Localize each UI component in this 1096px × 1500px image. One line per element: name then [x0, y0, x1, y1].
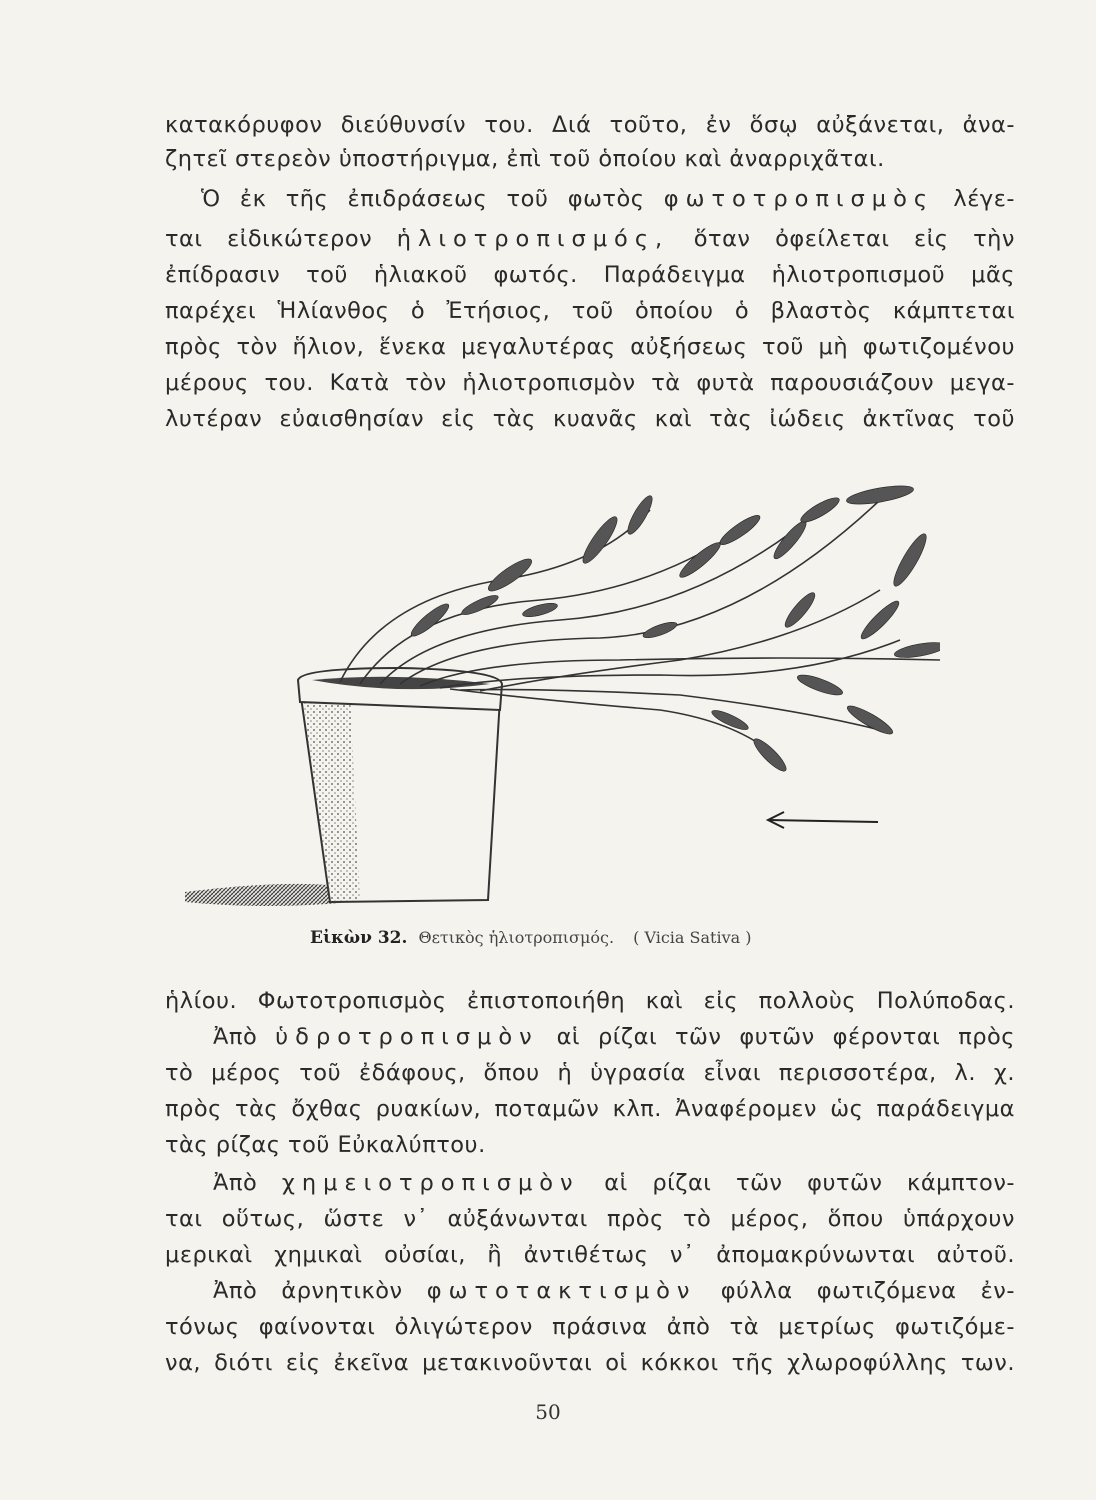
text-line: μέρους του. Κατὰ τὸν ἡλιοτροπισμὸν τὰ φυτὰ παρουσιάζουν μεγα-: [165, 370, 1015, 396]
text-span: φύλλα φωτιζόμενα ἐν-: [696, 1278, 1015, 1304]
text-span: αἱ ρίζαι τῶν φυτῶν φέρονται πρὸς: [538, 1024, 1016, 1050]
text-span: ται εἰδικώτερον: [165, 226, 397, 252]
text-span: αἱ ρίζαι τῶν φυτῶν κάμπτον-: [579, 1170, 1016, 1196]
text-line: [165, 1278, 1015, 1304]
term-chemotropism: χημειοτροπισμὸν: [281, 1170, 580, 1196]
figure-heliotropism: [180, 470, 940, 920]
text-line: παρέχει Ἡλίανθος ὁ Ἐτήσιος, τοῦ ὁποίου ὁ βλαστὸς κάμπτεται: [165, 298, 1015, 324]
text-line: λυτέραν εὐαισθησίαν εἰς τὰς κυανᾶς καὶ τὰς ἰώδεις ἀκτῖνας τοῦ: [165, 406, 1015, 432]
text-line: ζητεῖ στερεὸν ὑποστήριγμα, ἐπὶ τοῦ ὁποίου καὶ ἀναρριχᾶται.: [165, 146, 885, 172]
term-phototaxis: φωτοτακτισμὸν: [426, 1278, 697, 1304]
term-heliotropism: ἡλιοτροπισμός,: [396, 226, 670, 252]
figure-caption: [310, 928, 910, 948]
text-line: ται οὕτως, ὥστε ν᾿ αὐξάνωνται πρὸς τὸ μέρος, ὅπου ὑπάρχουν: [165, 1206, 1015, 1232]
pot-shadow: [185, 884, 350, 906]
text-span: Ὁ ἐκ τῆς ἐπιδράσεως τοῦ φωτὸς: [201, 186, 664, 212]
text-line: πρὸς τὸν ἥλιον, ἕνεκα μεγαλυτέρας αὐξήσεως τοῦ μὴ φωτιζομένου: [165, 334, 1015, 360]
text-line: ἐπίδρασιν τοῦ ἡλιακοῦ φωτός. Παράδειγμα ἡλιοτροπισμοῦ μᾶς: [165, 262, 1015, 288]
text-span: λέγε-: [934, 186, 1015, 212]
text-line: να, διότι εἰς ἐκεῖνα μετακινοῦνται οἱ κόκκοι τῆς χλωροφύλλης των.: [165, 1350, 1015, 1376]
caption-species: ( Vicia Sativa ): [633, 928, 752, 947]
light-direction-arrow-icon: [768, 812, 878, 828]
text-line: [165, 226, 1015, 252]
text-span: Ἀπὸ: [213, 1024, 276, 1050]
text-line: [165, 1170, 1015, 1196]
text-line: κατακόρυφον διεύθυνσίν του. Διά τοῦτο, ἐν ὅσῳ αὐξάνεται, ἀνα-: [165, 112, 1015, 138]
text-span: Ἀπὸ ἀρνητικὸν: [213, 1278, 427, 1304]
caption-label: Εἰκὼν 32.: [310, 928, 408, 948]
text-span: ὅταν ὀφείλεται εἰς τὴν: [669, 226, 1015, 252]
text-line: μερικαὶ χημικαὶ οὐσίαι, ἢ ἀντιθέτως ν᾿ ἀπομακρύνωνται αὐτοῦ.: [165, 1242, 1015, 1268]
text-span: Ἀπὸ: [213, 1170, 282, 1196]
flower-pot: [298, 668, 502, 902]
caption-text: Θετικὸς ἡλιοτροπισμός.: [418, 928, 615, 947]
text-line: [165, 186, 1015, 212]
text-line: τόνως φαίνονται ὀλιγώτερον πράσινα ἀπὸ τὰ μετρίως φωτιζόμε-: [165, 1314, 1015, 1340]
text-line: τὸ μέρος τοῦ ἐδάφους, ὅπου ἡ ὑγρασία εἶναι περισσοτέρα, λ. χ.: [165, 1060, 1015, 1086]
term-hydrotropism: ὑδροτροπισμὸν: [275, 1024, 539, 1050]
term-phototropism: φωτοτροπισμὸς: [663, 186, 935, 212]
text-line: τὰς ρίζας τοῦ Εὐκαλύπτου.: [165, 1132, 486, 1158]
text-line: πρὸς τὰς ὄχθας ρυακίων, ποταμῶν κλπ. Ἀναφέρομεν ὡς παράδειγμα: [165, 1096, 1015, 1122]
text-line: ἡλίου. Φωτοτροπισμὸς ἐπιστοποιήθη καὶ εἰς πολλοὺς Πολύποδας.: [165, 988, 1015, 1014]
page-number: 50: [535, 1400, 561, 1424]
text-line: [165, 1024, 1015, 1050]
